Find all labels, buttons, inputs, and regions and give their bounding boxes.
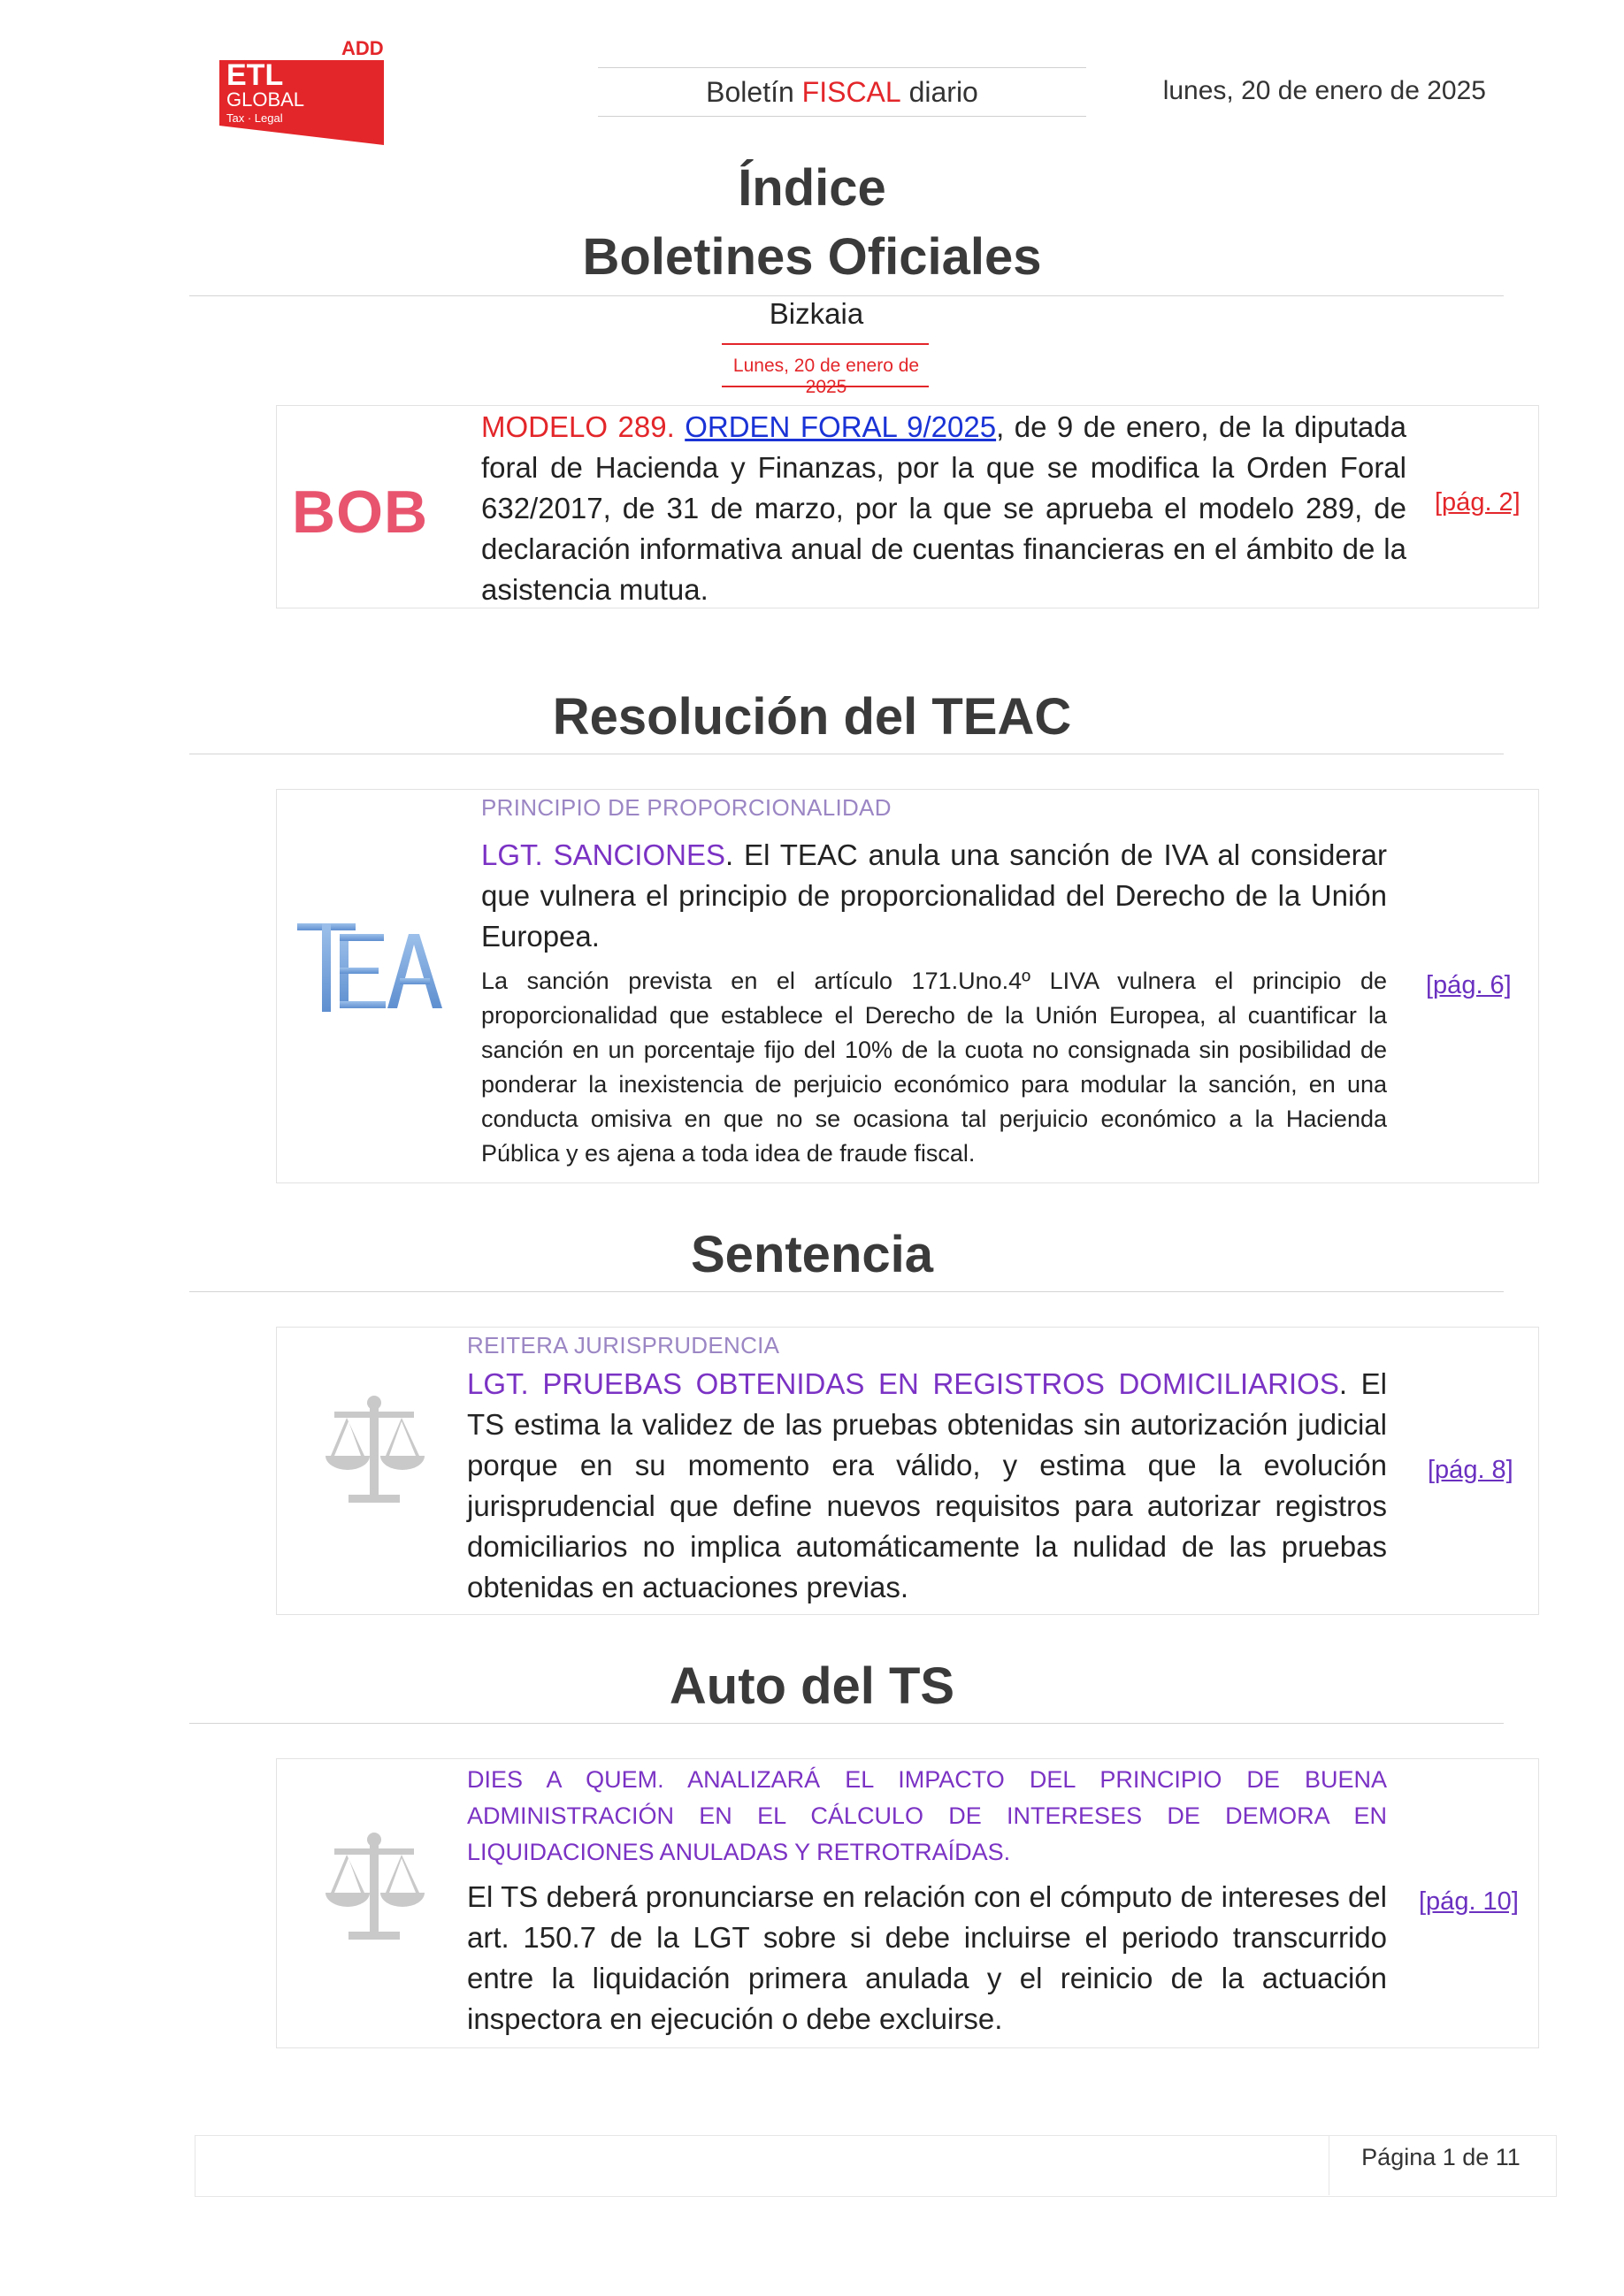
region-label: Bizkaia: [769, 297, 864, 330]
logo-tax-text: Tax · Legal: [226, 111, 283, 125]
teac-summary: La sanción prevista en el artículo 171.Uno.4º LIVA vulnera el principio de proporcionalidad que establece el Derecho de la Unión Europea, al cuantificar la sanción en un porcentaje fijo del 10% de la cuota no consignada sin posibilidad de ponderar la inexistencia de perjuicio económico para modular la sanción, en una conducta omisiva en que no se ocasiona tal perjuicio económico a la Hacienda Pública y es ajena a toda idea de fraude fiscal.: [481, 968, 1387, 1167]
bob-logo: BOB: [292, 478, 429, 546]
teac-category: PRINCIPIO DE PROPORCIONALIDAD: [481, 794, 892, 821]
bulletin-title-fiscal: FISCAL: [801, 75, 901, 108]
teac-title-tag: LGT. SANCIONES: [481, 838, 725, 871]
bulletin-title-prefix: Boletín: [706, 75, 802, 108]
auto-body: El TS deberá pronunciarse en relación con el cómputo de intereses del art. 150.7 de la LGT sobre si debe incluirse el periodo transcurrido entre la liquidación primera anulada y el reinicio de la actuación inspectora en ejecución o debe excluirse.: [467, 1880, 1387, 2035]
page-ref-link[interactable]: [pág. 10]: [1419, 1887, 1519, 1916]
teac-title: [481, 835, 1387, 957]
logo-etl-text: ETL: [226, 58, 284, 92]
sentencia-title-tag: LGT. PRUEBAS OBTENIDAS EN REGISTROS DOMICILIARIOS: [467, 1367, 1339, 1400]
auto-title-tag: DIES A QUEM. ANALIZARÁ EL IMPACTO DEL PRINCIPIO DE BUENA ADMINISTRACIÓN EN EL CÁLCULO DE INTERESES DE DEMORA EN LIQUIDACIONES ANULADAS Y RETROTRAÍDAS.: [467, 1766, 1387, 1865]
page-number: Página 1 de 11: [1361, 2144, 1521, 2170]
logo-add-text: ADD: [341, 37, 384, 59]
divider: [189, 1723, 1504, 1724]
index-subtitle: Boletines Oficiales: [582, 228, 1042, 286]
page-ref-link[interactable]: [pág. 6]: [1426, 971, 1512, 999]
sentencia-category: REITERA JURISPRUDENCIA: [467, 1332, 780, 1358]
bob-entry-text: [481, 407, 1406, 610]
logo-global-text: GLOBAL: [226, 88, 305, 111]
divider: [189, 295, 1504, 296]
bulletin-title: [598, 67, 1086, 117]
divider: [189, 1291, 1504, 1292]
sentencia-title: [467, 1364, 1387, 1608]
sentencia-heading: Sentencia: [691, 1226, 933, 1283]
sentencia-title-body: . El TS estima la validez de las pruebas obtenidas sin autorización judicial porque en su momento era válido, y estima que la evolución jurisprudencial que define nuevos requisitos para autorizar registros domiciliarios no implica automáticamente la nulidad de las pruebas obtenidas en actuaciones previas.: [467, 1367, 1387, 1603]
tea-logo: [295, 920, 446, 1017]
bob-entry-body: , de 9 de enero, de la diputada foral de Hacienda y Finanzas, por la que se modifica la Orden Foral 632/2017, de 31 de marzo, por la que se aprueba el modelo 289, de declaración informativa anual de cuentas financieras en el ámbito de la asistencia mutua.: [481, 410, 1406, 606]
page-ref-link[interactable]: [pág. 2]: [1435, 488, 1521, 517]
index-title: Índice: [738, 159, 886, 217]
bob-model-label: MODELO 289.: [481, 410, 686, 443]
auto-heading: Auto del TS: [669, 1657, 955, 1715]
bulletin-title-suffix: diario: [900, 75, 978, 108]
divider: [722, 386, 929, 387]
tea-logo-text: TEA: [295, 920, 297, 921]
teac-heading: Resolución del TEAC: [552, 688, 1072, 746]
page-ref-link[interactable]: [pág. 8]: [1428, 1456, 1513, 1484]
teac-title-body: . El TEAC anula una sanción de IVA al considerar que vulnera el principio de proporcionalidad del Derecho de la Unión Europea.: [481, 838, 1388, 953]
orden-foral-link[interactable]: ORDEN FORAL 9/2025: [685, 410, 997, 443]
scales-of-justice-icon: [317, 1829, 432, 1944]
etl-global-logo: [219, 34, 384, 145]
scales-of-justice-icon: [317, 1392, 432, 1507]
header-date: lunes, 20 de enero de 2025: [1162, 76, 1486, 105]
region-date: Lunes, 20 de enero de 2025: [732, 356, 920, 397]
divider: [722, 343, 929, 345]
